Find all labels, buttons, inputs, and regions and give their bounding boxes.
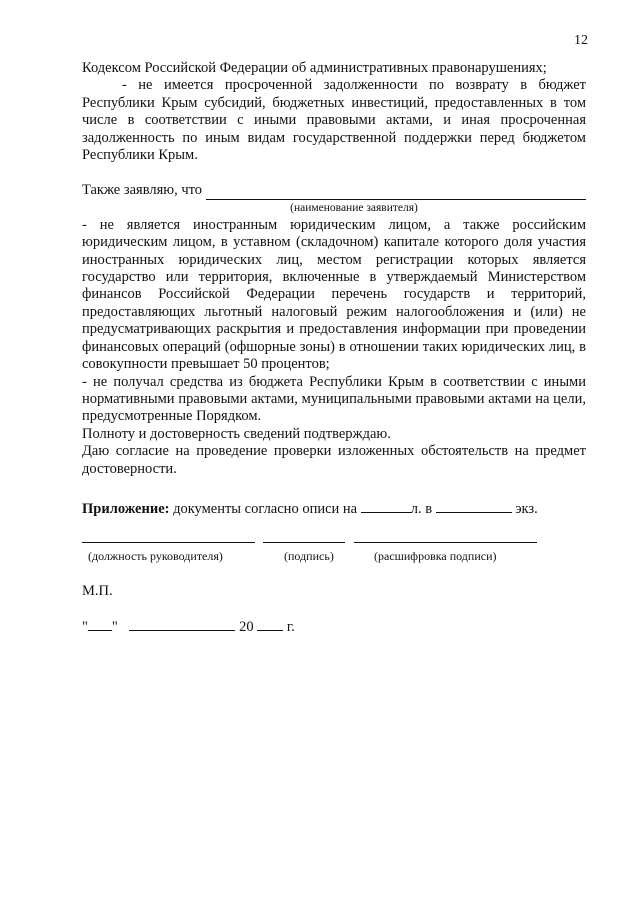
- page-number: 12: [574, 33, 588, 48]
- signature-decode-field[interactable]: [354, 542, 537, 543]
- applicant-name-field[interactable]: [206, 185, 586, 200]
- signature-caption: (подпись): [284, 549, 334, 563]
- declare-label: Также заявляю, что: [82, 182, 203, 199]
- paragraph-codex: Кодексом Российской Федерации об административных правонарушениях;: [82, 60, 547, 76]
- paragraph-no-funds: - не получал средства из бюджета Республики Крым в соответствии с иными нормативными правовыми актами, муниципальными правовыми актами на цели, предусмотренные Порядком.: [82, 373, 586, 425]
- declare-line: [82, 182, 586, 199]
- day-field[interactable]: [88, 616, 112, 631]
- year-prefix: 20: [239, 619, 254, 635]
- date-line: [82, 616, 295, 636]
- stamp-place: М.П.: [82, 583, 113, 599]
- signature-block: [82, 528, 562, 568]
- applicant-name-caption: (наименование заявителя): [290, 201, 418, 214]
- copies-count-field[interactable]: [436, 498, 512, 513]
- year-field[interactable]: [257, 616, 283, 631]
- paragraph-not-foreign: - не является иностранным юридическим лицом, а также российским юридическим лицом, в уставном (складочном) капитале которого доля участия иностранных юридических лиц, местом регистрации которых является государство или территория, включенные в утверждаемый Министерством финансов Российской Федерации перечень государств и территорий, предоставляющих льготный налоговый режим налогообложения и (или) не предусматривающих раскрытия и предоставления информации при проведении финансовых операций (офшорные зоны) в отношении таких юридических лиц, в совокупности превышает 50 процентов;: [82, 216, 586, 373]
- copies-suffix: экз.: [515, 500, 538, 517]
- month-field[interactable]: [129, 616, 235, 631]
- appendix-text: документы согласно описи на: [169, 500, 358, 517]
- date-close-quote: ": [111, 619, 118, 635]
- signature-decode-caption: (расшифровка подписи): [374, 549, 497, 563]
- position-field[interactable]: [82, 542, 255, 543]
- appendix-line: [82, 498, 586, 518]
- date-open-quote: ": [82, 619, 88, 635]
- position-caption: (должность руководителя): [88, 549, 223, 563]
- year-suffix: г.: [286, 619, 295, 635]
- appendix-label: Приложение:: [82, 500, 170, 517]
- paragraph-consent: Даю согласие на проведение проверки изложенных обстоятельств на предмет достоверности.: [82, 443, 586, 477]
- document-body: [82, 60, 586, 518]
- paragraph-confirm: Полноту и достоверность сведений подтверждаю.: [82, 425, 391, 442]
- sheets-suffix: л. в: [410, 500, 433, 517]
- signature-field[interactable]: [263, 542, 345, 543]
- sheets-count-field[interactable]: [361, 498, 411, 513]
- paragraph-no-debt: - не имеется просроченной задолженности по возврату в бюджет Республики Крым субсидий, бюджетных инвестиций, предоставленных в том числе в соответствии с иными правовыми актами, и иная просроченная задолженность по иным видам государственной поддержки перед бюджетом Республики Крым.: [82, 77, 586, 164]
